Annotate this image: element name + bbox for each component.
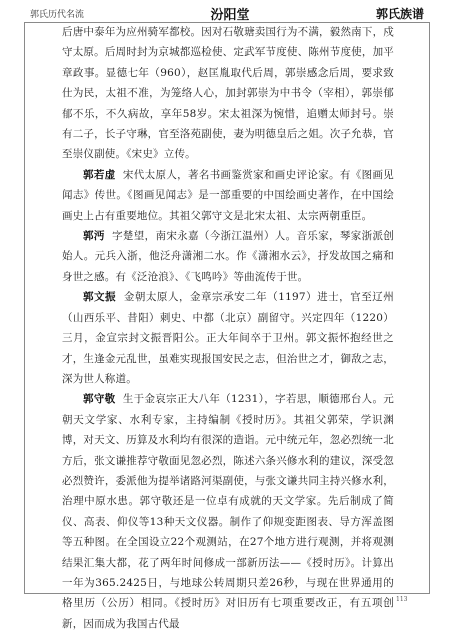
person-name: 郭若虚: [83, 168, 116, 181]
biography-paragraph: [62, 389, 394, 634]
person-name: 郭沔: [83, 230, 105, 243]
biography-text: 字楚望，南宋永嘉（今浙江温州）人。音乐家，琴家浙派创始人。元兵入浙，他泛舟潇湘二水。作《潇湘水云》，抒发故国之痛和身世之感。有《泛沧浪》、《飞鸣吟》等曲流传于世。: [62, 230, 394, 283]
biography-text: 金朝太原人，金章宗承安二年（1197）进士，官至辽州（山西乐平、昔阳）刺史、中都（北京）副留守。兴定四年（1220）三月，金宣宗封文振晋阳公。正大年间卒于卫州。郭文振怀抱经世之才，生逢金元乱世，虽难实现报国安民之志，但治世之才，御敌之志，深为世人称道。: [62, 291, 394, 385]
page-number: 113: [396, 596, 408, 603]
biography-paragraph: [62, 165, 394, 226]
person-name: 郭守敬: [83, 393, 116, 406]
biography-paragraph: [62, 22, 394, 165]
header-section-title: 郭氏历代名流: [30, 9, 85, 20]
biography-text: 宋代太原人，著名书画鉴赏家和画史评论家。有《图画见闻志》传世。《图画见闻志》是一部重要的中国绘画史著作，在中国绘画史上占有重要地位。其祖父郭守文是北宋太祖、太宗两朝重臣。: [62, 168, 394, 222]
biography-paragraph: [62, 226, 394, 287]
page-body: [62, 22, 394, 630]
biography-text: 后唐中泰年为应州骑军都校。因对石敬瑭卖国行为不满，毅然南下，戍守太原。后周时封为京城都巡检使、定武军节度使、陈州节度使，加平章政事。显德七年（960），赵匡胤取代后周，郭崇感念后周，要求致仕为民，太祖不准，为笼络人心，加封郭崇为中书令（宰相），郭崇郁郁不乐，不久病故，享年58岁。宋太祖深为惋惜，追赠太师封号。崇有二子，长子守琳，官至洛苑副使，妻为明德皇后之姐。次子允恭，官至崇仪副使。《宋史》立传。: [62, 26, 394, 161]
header-hall-name: 汾阳堂: [210, 7, 250, 23]
running-header: [24, 4, 430, 22]
header-book-title: 郭氏族谱: [375, 6, 424, 21]
person-name: 郭文振: [83, 291, 117, 304]
biography-text: 生于金哀宗正大八年（1231），字若思，顺德邢台人。元朝天文学家、水利专家，主持编制《授时历》。其祖父郭荣，学识渊博，对天文、历算及水利均有很深的造诣。元中统元年，忽必烈统一北方后，张文谦推荐守敬面见忽必烈，陈述六条兴修水利的建议，深受忽必烈赞许，委派他为提举诸路河渠副使，与张文谦共同主持兴修水利，治理中原水患。郭守敬还是一位卓有成就的天文学家。先后制成了简仪、高表、仰仪等13种天文仪器。制作了仰规变距图表、导方浑盖图等五种图。在全国设立22个观测站，在27个地方进行观测，并将观测结果汇集大都，花了两年时间修成一部新历法——《授时历》。计算出一年为365.2425日，与地球公转周期只差26秒，与现在世界通用的格里历（公历）相同。《授时历》对旧历有七项重要改正，有五项创新，因而成为我国古代最: [62, 393, 394, 630]
biography-paragraph: [62, 287, 394, 389]
